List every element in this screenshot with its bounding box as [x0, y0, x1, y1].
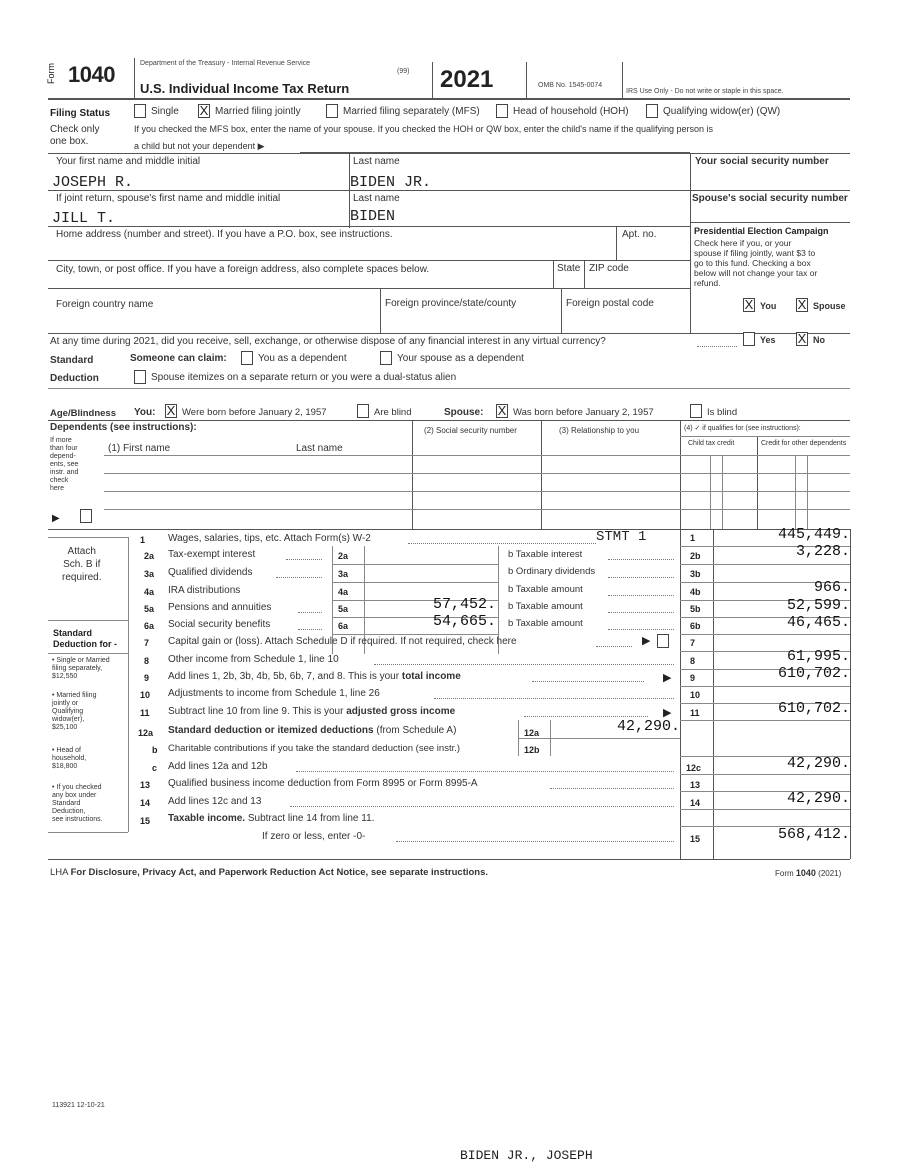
filing-mfs-checkbox[interactable] — [326, 104, 338, 118]
line-4a-number: 4a — [144, 587, 155, 597]
dependents-col-last-name: Last name — [296, 443, 343, 454]
line-13-label: Qualified business income deduction from Form 8995 or Form 8995-A — [168, 778, 478, 789]
line-14-number: 14 — [140, 798, 151, 808]
line-8-amount[interactable]: 61,995. — [786, 648, 850, 665]
first-name-value[interactable]: JOSEPH R. — [52, 174, 134, 191]
spouse-itemizes-checkbox[interactable] — [134, 370, 146, 384]
line-5b-label: b Taxable amount — [508, 601, 583, 612]
spouse-last-value[interactable]: BIDEN — [350, 208, 396, 225]
line-2a-box: 2a — [338, 551, 349, 561]
line-14-label: Add lines 12c and 13 — [168, 796, 262, 807]
line-9-number: 9 — [144, 673, 150, 683]
std-deduction-for-title: Standard Deduction for - — [53, 628, 117, 649]
filing-mfs-label: Married filing separately (MFS) — [343, 106, 480, 117]
spouse-blind-label: Is blind — [707, 407, 738, 418]
line-8-box: 8 — [690, 656, 696, 666]
dependents-arrow-icon: ▶ — [52, 513, 60, 524]
age-you-label: You: — [134, 407, 156, 418]
foreign-country-label: Foreign country name — [56, 299, 154, 310]
line-6b-box: 6b — [690, 621, 701, 631]
form-number: 1040 — [68, 62, 115, 87]
virtual-currency-question: At any time during 2021, did you receive, sell, exchange, or otherwise dispose of any financial interest in any virtual currency? — [50, 336, 606, 347]
campaign-text: Check here if you, or your spouse if filing jointly, want $3 to go to this fund. Checking a box below will not change your tax or refund. — [694, 238, 818, 288]
spouse-blind-checkbox[interactable] — [690, 404, 702, 418]
filing-single-checkbox[interactable] — [134, 104, 146, 118]
omb-number: OMB No. 1545-0074 — [538, 82, 603, 89]
spouse-born-before-checkbox[interactable]: X — [497, 403, 507, 418]
line-1-number: 1 — [140, 535, 146, 545]
line-1-label: Wages, salaries, tips, etc. Attach Form(s) W-2 — [168, 533, 371, 544]
line-13-box: 13 — [690, 780, 701, 790]
line-15-label-2: If zero or less, enter -0- — [262, 831, 366, 842]
line-12c-label: Add lines 12a and 12b — [168, 761, 268, 772]
apt-label: Apt. no. — [622, 229, 657, 240]
filing-mfj-label: Married filing jointly — [215, 106, 301, 117]
spouse-dependent-checkbox[interactable] — [380, 351, 392, 365]
line-10-label: Adjustments to income from Schedule 1, line 26 — [168, 688, 380, 699]
line-15-amount[interactable]: 568,412. — [777, 826, 850, 843]
std-deduction-hoh: • Head of household, $18,800 — [52, 747, 87, 770]
form-code: (99) — [397, 68, 410, 75]
foreign-province-label: Foreign province/state/county — [385, 298, 517, 309]
tax-year: 2021 — [440, 66, 494, 93]
spouse-itemizes-label: Spouse itemizes on a separate return or you were a dual-status alien — [151, 372, 457, 383]
line-2b-box: 2b — [690, 551, 701, 561]
you-dependent-checkbox[interactable] — [241, 351, 253, 365]
age-blindness-label: Age/Blindness — [50, 408, 116, 419]
dependents-col-relationship: (3) Relationship to you — [559, 426, 640, 435]
line-15-box: 15 — [690, 834, 701, 844]
you-born-before-label: Were born before January 2, 1957 — [182, 407, 327, 418]
line-1-note: STMT 1 — [596, 529, 647, 545]
line-2b-amount[interactable]: 3,228. — [795, 543, 850, 560]
dependents-col-qualifies: (4) ✓ if qualifies for (see instructions): — [684, 425, 801, 432]
spouse-ssn-label: Spouse's social security number — [692, 193, 848, 204]
line-9-box: 9 — [690, 673, 696, 683]
line-5a-amount[interactable]: 57,452. — [432, 596, 496, 613]
more-dependents-checkbox[interactable] — [80, 509, 92, 523]
line-14-amount[interactable]: 42,290. — [786, 790, 850, 807]
you-born-before-checkbox[interactable]: X — [166, 403, 176, 418]
line-5a-label: Pensions and annuities — [168, 602, 272, 613]
line-12a-label: Standard deduction or itemized deductions (from Schedule A) — [168, 725, 457, 736]
foreign-postal-label: Foreign postal code — [566, 298, 654, 309]
irs-use-only: IRS Use Only - Do not write or staple in this space. — [626, 88, 784, 95]
line-9-label: Add lines 1, 2b, 3b, 4b, 5b, 6b, 7, and 8. This is your total income — [168, 671, 461, 682]
line-6a-box: 6a — [338, 621, 349, 631]
virtual-currency-no-checkbox[interactable]: X — [797, 331, 807, 346]
campaign-spouse-label: Spouse — [813, 301, 846, 311]
filing-status-note: Check only — [50, 124, 100, 135]
std-deduction-mfj: • Married filing jointly or Qualifying widow(er), $25,100 — [52, 692, 97, 731]
line-6b-label: b Taxable amount — [508, 618, 583, 629]
std-deduction-checked: • If you checked any box under Standard Deduction, see instructions. — [52, 784, 103, 823]
standard-deduction-label-2: Deduction — [50, 373, 99, 384]
line-11-number: 11 — [140, 708, 150, 718]
state-label: State — [557, 263, 581, 274]
virtual-currency-yes-label: Yes — [760, 335, 776, 345]
line-11-amount[interactable]: 610,702. — [777, 700, 850, 717]
filing-hoh-label: Head of household (HOH) — [513, 106, 629, 117]
line-15-label: Taxable income. Subtract line 14 from line 11. — [168, 813, 375, 824]
line-12c-number: c — [152, 763, 158, 773]
line-2a-number: 2a — [144, 551, 155, 561]
line-8-label: Other income from Schedule 1, line 10 — [168, 654, 339, 665]
virtual-currency-no-label: No — [813, 335, 825, 345]
campaign-you-label: You — [760, 301, 777, 311]
attach-sch-b-note: Attach Sch. B if required. — [62, 546, 102, 583]
campaign-spouse-checkbox[interactable]: X — [797, 297, 807, 312]
you-dependent-label: You as a dependent — [258, 353, 347, 364]
line-6b-amount[interactable]: 46,465. — [786, 614, 850, 631]
spouse-last-label: Last name — [353, 193, 400, 204]
someone-can-claim-label: Someone can claim: — [130, 353, 227, 364]
line-5a-number: 5a — [144, 604, 155, 614]
spouse-first-value[interactable]: JILL T. — [52, 210, 116, 227]
first-name-label: Your first name and middle initial — [56, 156, 201, 167]
standard-deduction-label: Standard — [50, 355, 94, 366]
dependents-label: Dependents (see instructions): — [50, 422, 197, 433]
line-11-box: 11 — [690, 708, 700, 718]
arrow-right-icon: ▶ — [257, 141, 265, 151]
filing-qw-label: Qualifying widow(er) (QW) — [663, 106, 781, 117]
line-7-checkbox[interactable] — [657, 634, 669, 648]
line-11-arrow-icon: ▶ — [663, 707, 672, 719]
line-12b-box: 12b — [524, 745, 540, 755]
line-12b-label: Charitable contributions if you take the standard deduction (see instr.) — [168, 743, 461, 754]
line-12c-amount[interactable]: 42,290. — [786, 755, 850, 772]
line-9-arrow-icon: ▶ — [663, 672, 672, 684]
line-12a-amount[interactable]: 42,290. — [616, 718, 680, 735]
dependents-col-ssn: (2) Social security number — [424, 426, 517, 435]
you-blind-label: Are blind — [374, 407, 412, 418]
line-5a-box: 5a — [338, 604, 349, 614]
home-address-label: Home address (number and street). If you have a P.O. box, see instructions. — [56, 229, 393, 240]
campaign-you-checkbox[interactable]: X — [744, 297, 754, 312]
line-2a-label: Tax-exempt interest — [168, 549, 256, 560]
campaign-title: Presidential Election Campaign — [694, 226, 829, 236]
dependents-side-note: If more than four depend- ents, see instr. and check here — [50, 437, 79, 492]
dependents-col-other-credit: Credit for other dependents — [761, 440, 847, 447]
filing-mfj-checkbox[interactable]: X — [199, 103, 209, 118]
line-7-number: 7 — [144, 638, 150, 648]
filing-instruction-2: a child but not your dependent ▶ — [134, 141, 265, 151]
line-3a-box: 3a — [338, 569, 349, 579]
line-4b-label: b Taxable amount — [508, 584, 583, 595]
age-spouse-label: Spouse: — [444, 407, 484, 418]
dependents-col-first-name: (1) First name — [108, 443, 171, 454]
line-10-box: 10 — [690, 690, 701, 700]
line-12b-number: b — [152, 745, 158, 755]
line-12a-box: 12a — [524, 728, 540, 738]
std-deduction-single: • Single or Married filing separately, $12,550 — [52, 657, 110, 680]
line-2b-label: b Taxable interest — [508, 549, 583, 560]
zip-label: ZIP code — [589, 263, 629, 274]
filing-qw-checkbox[interactable] — [646, 104, 658, 118]
line-3b-box: 3b — [690, 569, 701, 579]
line-7-label: Capital gain or (loss). Attach Schedule D if required. If not required, check here — [168, 636, 517, 647]
line-4b-box: 4b — [690, 587, 701, 597]
filing-single-label: Single — [151, 106, 179, 117]
form-prefix: Form — [46, 63, 56, 84]
dependents-col-child-credit: Child tax credit — [688, 440, 735, 447]
line-12c-box: 12c — [686, 763, 702, 773]
filing-status-note-2: one box. — [50, 136, 89, 147]
line-3a-number: 3a — [144, 569, 155, 579]
line-6a-number: 6a — [144, 621, 155, 631]
line-3b-label: b Ordinary dividends — [508, 566, 596, 577]
filing-instruction: If you checked the MFS box, enter the name of your spouse. If you checked the HOH or QW box, enter the child's name if the qualifying person is — [134, 124, 714, 134]
line-11-label: Subtract line 10 from line 9. This is your adjusted gross income — [168, 706, 456, 717]
line-14-box: 14 — [690, 798, 701, 808]
virtual-currency-yes-checkbox[interactable] — [743, 332, 755, 346]
line-7-arrow-icon: ▶ — [642, 635, 651, 647]
line-6a-amount[interactable]: 54,665. — [432, 613, 496, 630]
form-title: U.S. Individual Income Tax Return — [140, 81, 350, 96]
footer-code: 113921 12-10-21 — [52, 1102, 105, 1109]
line-13-number: 13 — [140, 780, 151, 790]
line-8-number: 8 — [144, 656, 150, 666]
last-name-value[interactable]: BIDEN JR. — [350, 174, 432, 191]
line-3a-label: Qualified dividends — [168, 567, 253, 578]
line-4a-label: IRA distributions — [168, 585, 241, 596]
footer-form-label: Form 1040 (2021) — [775, 868, 842, 878]
line-15-number: 15 — [140, 816, 151, 826]
line-6a-label: Social security benefits — [168, 619, 271, 630]
department-label: Department of the Treasury - Internal Revenue Service — [140, 60, 311, 67]
line-1-box: 1 — [690, 533, 696, 543]
spouse-born-before-label: Was born before January 2, 1957 — [513, 407, 654, 418]
spouse-first-label: If joint return, spouse's first name and middle initial — [56, 193, 281, 204]
line-1-amount[interactable]: 445,449. — [777, 526, 850, 543]
line-5b-box: 5b — [690, 604, 701, 614]
filing-hoh-checkbox[interactable] — [496, 104, 508, 118]
line-9-amount[interactable]: 610,702. — [777, 665, 850, 682]
footer-notice: LHA For Disclosure, Privacy Act, and Paperwork Reduction Act Notice, see separate instructions. — [50, 867, 489, 878]
line-4b-amount[interactable]: 966. — [813, 579, 850, 596]
line-4a-box: 4a — [338, 587, 349, 597]
line-10-number: 10 — [140, 690, 151, 700]
ssn-label: Your social security number — [695, 156, 829, 167]
line-5b-amount[interactable]: 52,599. — [786, 597, 850, 614]
line-7-box: 7 — [690, 638, 696, 648]
footer-taxpayer-name: BIDEN JR., JOSEPH — [460, 1148, 593, 1163]
filing-status-label: Filing Status — [50, 108, 110, 119]
last-name-label: Last name — [353, 156, 400, 167]
line-12a-number: 12a — [138, 728, 154, 738]
you-blind-checkbox[interactable] — [357, 404, 369, 418]
spouse-dependent-label: Your spouse as a dependent — [397, 353, 524, 364]
city-label: City, town, or post office. If you have a foreign address, also complete spaces below. — [56, 264, 430, 275]
